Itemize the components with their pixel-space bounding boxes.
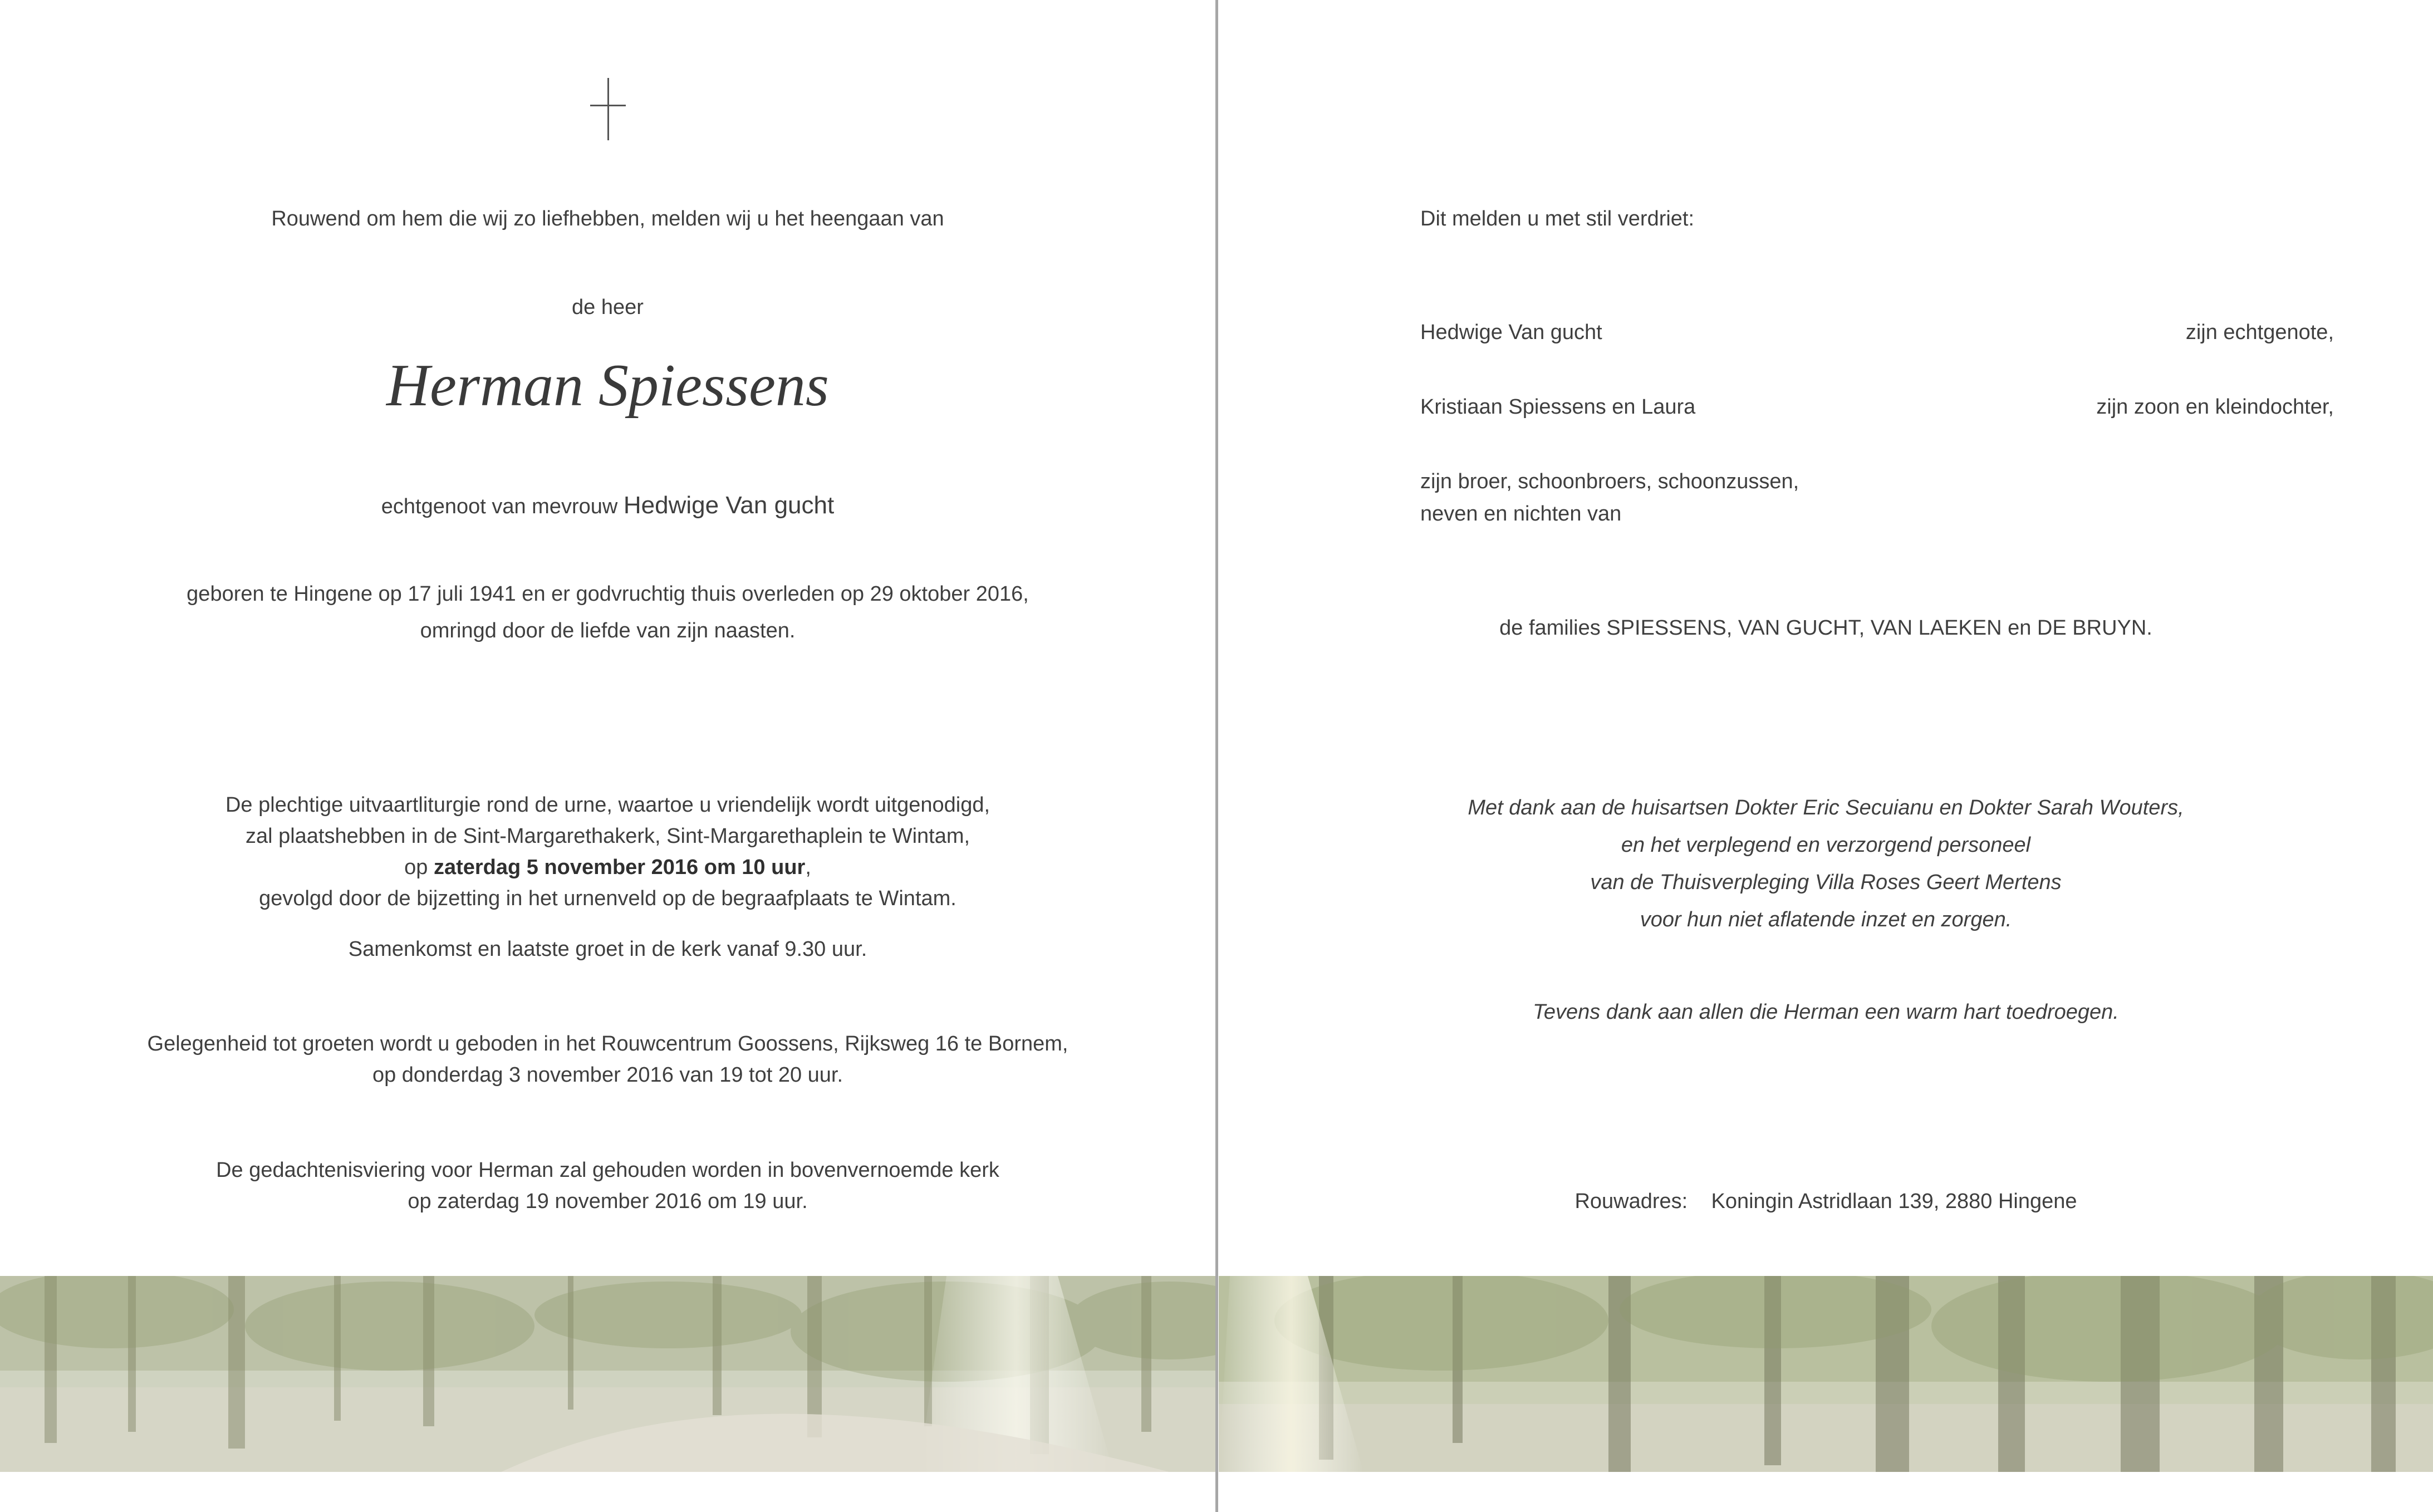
birth-death-block — [0, 576, 1215, 649]
forest-image-right — [1219, 1276, 2433, 1472]
address-label: Rouwadres: — [1574, 1190, 1688, 1213]
funeral-line: zal plaatshebben in de Sint-Margarethakerk, Sint-Margarethaplein te Wintam, — [245, 824, 970, 848]
funeral-date-line: op zaterdag 5 november 2016 om 10 uur, — [404, 856, 811, 879]
relatives-block — [1420, 465, 1799, 530]
right-intro: Dit melden u met stil verdriet: — [1420, 207, 1695, 230]
visitation-line: op donderdag 3 november 2016 van 19 tot 20 uur. — [372, 1063, 843, 1087]
birth-death-line: geboren te Hingene op 17 juli 1941 en er godvruchtig thuis overleden op 29 oktober 2016, — [187, 582, 1029, 606]
page-fold-divider — [1215, 0, 1218, 1512]
funeral-line: gevolgd door de bijzetting in het urnenveld op de begraafplaats te Wintam. — [259, 887, 956, 910]
relatives-line: neven en nichten van — [1420, 502, 1622, 526]
funeral-block — [0, 789, 1215, 914]
relatives-line: zijn broer, schoonbroers, schoonzussen, — [1420, 470, 1799, 493]
address-value: Koningin Astridlaan 139, 2880 Hingene — [1711, 1190, 2077, 1213]
forest-illustration — [0, 1276, 1215, 1472]
memorial-line: op zaterdag 19 november 2016 om 19 uur. — [408, 1190, 808, 1213]
forest-image-left — [0, 1276, 1215, 1472]
thanks-line: Met dank aan de huisartsen Dokter Eric Secuianu en Dokter Sarah Wouters, — [1468, 796, 2184, 819]
families-text: de families SPIESSENS, VAN GUCHT, VAN LAEKEN en DE BRUYN. — [1499, 616, 2152, 640]
funeral-date: zaterdag 5 november 2016 om 10 uur — [433, 856, 806, 879]
memorial-line: De gedachtenisviering voor Herman zal gehouden worden in bovenvernoemde kerk — [216, 1158, 999, 1182]
gathering-text: Samenkomst en laatste groet in de kerk vanaf 9.30 uur. — [348, 937, 867, 961]
spouse-line-prefix: echtgenoot van mevrouw — [381, 495, 618, 518]
address-line — [1219, 1186, 2433, 1217]
spouse-line — [0, 490, 1215, 522]
memorial-block — [0, 1155, 1215, 1217]
spouse-name: Hedwige Van gucht — [623, 492, 835, 519]
mourner-name: Hedwige Van gucht — [1420, 321, 1602, 344]
mourner-relation: zijn echtgenote, — [2185, 321, 2334, 344]
thanks-all-text: Tevens dank aan allen die Herman een warm hart toedroegen. — [1533, 1000, 2119, 1024]
thanks-line: voor hun niet aflatende inzet en zorgen. — [1640, 908, 2012, 931]
mourner-relation: zijn zoon en kleindochter, — [2096, 395, 2334, 419]
salutation: de heer — [572, 296, 644, 319]
forest-illustration — [1219, 1276, 2433, 1472]
intro-text: Rouwend om hem die wij zo liefhebben, melden wij u het heengaan van — [271, 207, 944, 230]
visitation-block — [0, 1028, 1215, 1091]
birth-death-line: omringd door de liefde van zijn naasten. — [420, 619, 796, 642]
mourner-name: Kristiaan Spiessens en Laura — [1420, 395, 1696, 419]
thanks-line: van de Thuisverpleging Villa Roses Geert Mertens — [1590, 871, 2062, 894]
cross-icon — [590, 78, 626, 140]
thanks-block — [1219, 789, 2433, 939]
visitation-line: Gelegenheid tot groeten wordt u geboden in het Rouwcentrum Goossens, Rijksweg 16 te Bornem, — [147, 1032, 1068, 1056]
funeral-line: De plechtige uitvaartliturgie rond de urne, waartoe u vriendelijk wordt uitgenodigd, — [225, 793, 990, 817]
thanks-line: en het verplegend en verzorgend personeel — [1621, 833, 2031, 857]
deceased-name: Herman Spiessens — [386, 352, 829, 419]
